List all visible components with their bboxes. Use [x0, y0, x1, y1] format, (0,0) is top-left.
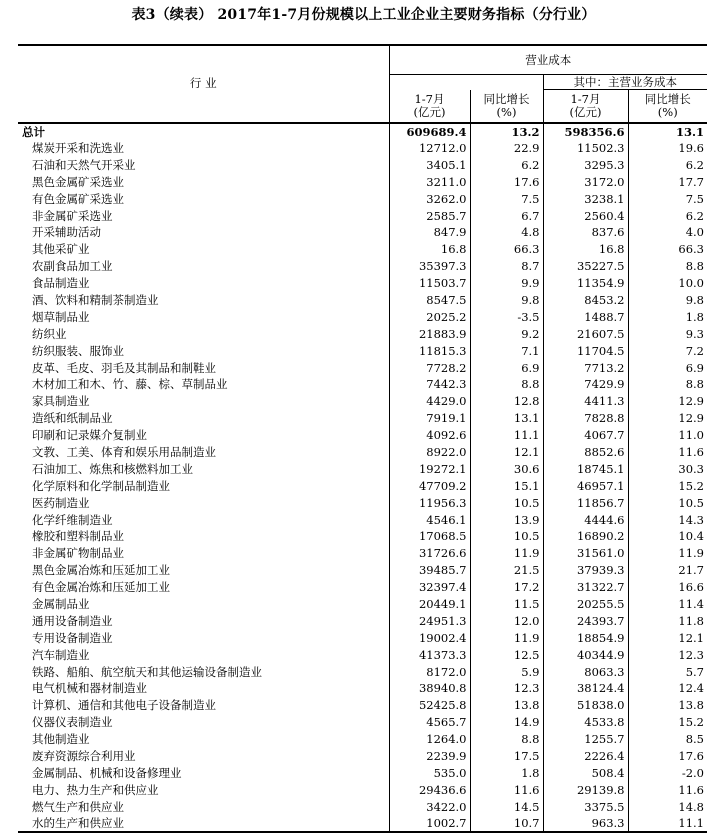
- cost-growth-cell: 9.9: [470, 275, 543, 292]
- col-period-label: 1-7月: [414, 91, 445, 106]
- table-row: [18, 748, 707, 765]
- cost-growth-cell: 11.5: [470, 596, 543, 613]
- main-cost-growth-cell: 11.0: [628, 427, 707, 444]
- cost-growth-cell: 10.5: [470, 528, 543, 545]
- industry-name-cell: 计算机、通信和其他电子设备制造业: [32, 698, 216, 713]
- main-cost-growth-cell: 17.7: [628, 173, 707, 190]
- table-row: [18, 798, 707, 815]
- cost-growth-cell: 11.6: [470, 781, 543, 798]
- industry-name-cell: 电气机械和器材制造业: [32, 681, 147, 696]
- cost-value-cell: 47709.2: [389, 477, 470, 494]
- table-row: [18, 477, 707, 494]
- main-cost-value-cell: 18745.1: [543, 460, 628, 477]
- cost-growth-cell: 17.6: [470, 173, 543, 190]
- cost-growth-cell: 6.9: [470, 359, 543, 376]
- main-cost-value-cell: 4533.8: [543, 714, 628, 731]
- industry-name-cell: 医药制造业: [32, 495, 90, 510]
- col-period-label: 1-7月: [570, 91, 601, 106]
- main-cost-growth-cell: -2.0: [628, 764, 707, 781]
- cost-value-cell: 11956.3: [389, 494, 470, 511]
- cost-value-cell: 8547.5: [389, 292, 470, 309]
- main-cost-value-cell: 4444.6: [543, 511, 628, 528]
- cost-growth-cell: 12.5: [470, 646, 543, 663]
- cost-value-cell: 2025.2: [389, 308, 470, 325]
- cost-value-cell: 52425.8: [389, 697, 470, 714]
- main-cost-value-cell: 837.6: [543, 224, 628, 241]
- cost-growth-cell: 12.3: [470, 680, 543, 697]
- col-header-main-value: [543, 90, 628, 123]
- industry-name-cell: 仪器仪表制造业: [32, 715, 113, 730]
- cost-value-cell: 24951.3: [389, 612, 470, 629]
- table-row: [18, 562, 707, 579]
- main-cost-value-cell: 508.4: [543, 764, 628, 781]
- main-cost-growth-cell: 11.1: [628, 815, 707, 832]
- main-cost-value-cell: 11704.5: [543, 342, 628, 359]
- cost-growth-cell: 7.1: [470, 342, 543, 359]
- main-cost-growth-cell: 1.8: [628, 308, 707, 325]
- main-cost-growth-cell: 6.2: [628, 207, 707, 224]
- industry-name-cell: 燃气生产和供应业: [32, 799, 124, 814]
- main-business-cost-header: 其中：主营业务成本: [543, 75, 707, 90]
- main-cost-growth-cell: 19.6: [628, 140, 707, 157]
- main-cost-growth-cell: 12.3: [628, 646, 707, 663]
- main-cost-value-cell: 24393.7: [543, 612, 628, 629]
- cost-value-cell: 4546.1: [389, 511, 470, 528]
- industry-name-cell: 化学原料和化学制品制造业: [32, 478, 170, 493]
- cost-value-cell: 2585.7: [389, 207, 470, 224]
- table-row: [18, 207, 707, 224]
- main-cost-value-cell: 29139.8: [543, 781, 628, 798]
- cost-value-cell: 38940.8: [389, 680, 470, 697]
- main-cost-growth-cell: 11.8: [628, 612, 707, 629]
- table-row: [18, 815, 707, 832]
- industry-name-cell: 烟草制品业: [32, 309, 90, 324]
- cost-value-cell: 11815.3: [389, 342, 470, 359]
- main-cost-value-cell: 1255.7: [543, 731, 628, 748]
- industry-name-cell: 纺织服装、服饰业: [32, 343, 124, 358]
- table-row: [18, 325, 707, 342]
- col-header-cost-value: [389, 90, 470, 123]
- cost-growth-cell: 4.8: [470, 224, 543, 241]
- industry-name-cell: 开采辅助活动: [32, 225, 101, 240]
- industry-name-cell: 非金属矿采选业: [32, 208, 113, 223]
- table-title: 表3（续表） 2017年1-7月份规模以上工业企业主要财务指标（分行业）: [131, 7, 596, 23]
- industry-name-cell: 橡胶和塑料制品业: [32, 529, 124, 544]
- table-row: [18, 275, 707, 292]
- main-cost-value-cell: 8453.2: [543, 292, 628, 309]
- col-header-main-growth: [628, 90, 707, 123]
- main-cost-growth-cell: 10.0: [628, 275, 707, 292]
- industry-name-cell: 家具制造业: [32, 394, 90, 409]
- cost-growth-cell: 14.5: [470, 798, 543, 815]
- main-cost-growth-cell: 6.9: [628, 359, 707, 376]
- cost-value-cell: 4092.6: [389, 427, 470, 444]
- cost-growth-cell: 9.2: [470, 325, 543, 342]
- cost-value-cell: 32397.4: [389, 579, 470, 596]
- cost-growth-cell: -3.5: [470, 308, 543, 325]
- main-cost-growth-cell: 13.1: [628, 123, 707, 140]
- cost-growth-cell: 66.3: [470, 241, 543, 258]
- table-row: [18, 781, 707, 798]
- table-row: [18, 393, 707, 410]
- main-cost-growth-cell: 8.8: [628, 258, 707, 275]
- table-row: [18, 258, 707, 275]
- cost-growth-cell: 21.5: [470, 562, 543, 579]
- cost-value-cell: 7442.3: [389, 376, 470, 393]
- main-cost-value-cell: 37939.3: [543, 562, 628, 579]
- table-row: [18, 764, 707, 781]
- industry-name-cell: 印刷和记录媒介复制业: [32, 428, 147, 443]
- table-row: [18, 646, 707, 663]
- main-cost-value-cell: 16890.2: [543, 528, 628, 545]
- table-row: [18, 697, 707, 714]
- table-row: [18, 241, 707, 258]
- table-row-total: [18, 123, 707, 140]
- table-row: [18, 292, 707, 309]
- industry-name-cell: 有色金属冶炼和压延加工业: [32, 580, 170, 595]
- cost-value-cell: 16.8: [389, 241, 470, 258]
- main-cost-growth-cell: 11.6: [628, 781, 707, 798]
- table-row: [18, 376, 707, 393]
- table-row: [18, 342, 707, 359]
- industry-name-cell: 其他制造业: [32, 732, 90, 747]
- cost-growth-cell: 9.8: [470, 292, 543, 309]
- col-pct-label: (%): [657, 104, 678, 119]
- industry-name-cell: 其他采矿业: [32, 242, 90, 257]
- main-cost-growth-cell: 11.9: [628, 545, 707, 562]
- cost-value-cell: 29436.6: [389, 781, 470, 798]
- main-cost-value-cell: 46957.1: [543, 477, 628, 494]
- main-cost-growth-cell: 5.7: [628, 663, 707, 680]
- cost-value-cell: 19002.4: [389, 629, 470, 646]
- cost-growth-cell: 12.0: [470, 612, 543, 629]
- cost-value-cell: 8922.0: [389, 444, 470, 461]
- main-cost-growth-cell: 15.2: [628, 477, 707, 494]
- col-growth-label: 同比增长: [483, 91, 530, 106]
- main-cost-value-cell: 7828.8: [543, 410, 628, 427]
- industry-name-cell: 食品制造业: [32, 276, 90, 291]
- cost-value-cell: 1002.7: [389, 815, 470, 832]
- industry-name-cell: 非金属矿物制品业: [32, 546, 124, 561]
- table-row: [18, 545, 707, 562]
- industry-name-cell: 酒、饮料和精制茶制造业: [32, 292, 159, 307]
- main-cost-value-cell: 3375.5: [543, 798, 628, 815]
- main-cost-growth-cell: 14.3: [628, 511, 707, 528]
- industry-name-cell: 石油和天然气开采业: [32, 157, 136, 172]
- cost-growth-cell: 13.1: [470, 410, 543, 427]
- table-row: [18, 494, 707, 511]
- cost-value-cell: 41373.3: [389, 646, 470, 663]
- cost-value-cell: 4565.7: [389, 714, 470, 731]
- main-cost-growth-cell: 9.8: [628, 292, 707, 309]
- cost-value-cell: 21883.9: [389, 325, 470, 342]
- cost-value-cell: 8172.0: [389, 663, 470, 680]
- table-row: [18, 511, 707, 528]
- main-cost-value-cell: 31322.7: [543, 579, 628, 596]
- main-cost-growth-cell: 12.9: [628, 410, 707, 427]
- table-row: [18, 140, 707, 157]
- table-row: [18, 528, 707, 545]
- main-cost-value-cell: 8063.3: [543, 663, 628, 680]
- main-cost-growth-cell: 13.8: [628, 697, 707, 714]
- cost-growth-cell: 5.9: [470, 663, 543, 680]
- cost-growth-cell: 30.6: [470, 460, 543, 477]
- main-cost-growth-cell: 14.8: [628, 798, 707, 815]
- table-row: [18, 308, 707, 325]
- cost-growth-cell: 8.8: [470, 731, 543, 748]
- industry-name-cell: 通用设备制造业: [32, 613, 113, 628]
- industry-name-cell: 废弃资源综合利用业: [32, 749, 136, 763]
- main-cost-value-cell: 4067.7: [543, 427, 628, 444]
- industry-header: 行 业: [18, 45, 389, 123]
- main-cost-value-cell: 963.3: [543, 815, 628, 832]
- cost-growth-cell: 13.8: [470, 697, 543, 714]
- cost-value-cell: 7919.1: [389, 410, 470, 427]
- industry-name-cell: 金属制品业: [32, 596, 90, 611]
- main-cost-growth-cell: 10.5: [628, 494, 707, 511]
- table-row: [18, 190, 707, 207]
- main-cost-value-cell: 31561.0: [543, 545, 628, 562]
- main-cost-growth-cell: 11.6: [628, 444, 707, 461]
- cost-growth-cell: 22.9: [470, 140, 543, 157]
- main-cost-growth-cell: 17.6: [628, 748, 707, 765]
- cost-value-cell: 39485.7: [389, 562, 470, 579]
- industry-name-cell: 铁路、船舶、航空航天和其他运输设备制造业: [32, 664, 262, 679]
- cost-growth-cell: 8.8: [470, 376, 543, 393]
- cost-growth-cell: 17.5: [470, 748, 543, 765]
- cost-value-cell: 20449.1: [389, 596, 470, 613]
- cost-value-cell: 535.0: [389, 764, 470, 781]
- cost-value-cell: 2239.9: [389, 748, 470, 765]
- table-body: [18, 123, 707, 833]
- industry-name-cell: 水的生产和供应业: [18, 815, 389, 832]
- main-cost-growth-cell: 4.0: [628, 224, 707, 241]
- main-cost-growth-cell: 21.7: [628, 562, 707, 579]
- cost-value-cell: 7728.2: [389, 359, 470, 376]
- main-cost-value-cell: 51838.0: [543, 697, 628, 714]
- main-cost-value-cell: 20255.5: [543, 596, 628, 613]
- industry-name-cell: 造纸和纸制品业: [32, 411, 113, 426]
- main-cost-value-cell: 2560.4: [543, 207, 628, 224]
- table-row: [18, 629, 707, 646]
- cost-growth-cell: 6.7: [470, 207, 543, 224]
- cost-value-cell: 3211.0: [389, 173, 470, 190]
- cost-growth-cell: 11.9: [470, 629, 543, 646]
- industry-name-cell: 金属制品、机械和设备修理业: [32, 765, 182, 780]
- main-cost-value-cell: 7713.2: [543, 359, 628, 376]
- main-cost-growth-cell: 8.5: [628, 731, 707, 748]
- table-row: [18, 224, 707, 241]
- cost-value-cell: 3422.0: [389, 798, 470, 815]
- industry-name-cell: 石油加工、炼焦和核燃料加工业: [32, 461, 193, 476]
- main-cost-growth-cell: 11.4: [628, 596, 707, 613]
- main-cost-growth-cell: 30.3: [628, 460, 707, 477]
- main-cost-growth-cell: 9.3: [628, 325, 707, 342]
- main-cost-value-cell: 3172.0: [543, 173, 628, 190]
- main-cost-growth-cell: 66.3: [628, 241, 707, 258]
- financial-indicators-table: [18, 44, 707, 833]
- cost-growth-cell: 11.9: [470, 545, 543, 562]
- table-row: [18, 156, 707, 173]
- cost-growth-cell: 10.7: [470, 815, 543, 832]
- industry-name-cell: 总计: [22, 124, 45, 139]
- cost-growth-cell: 6.2: [470, 156, 543, 173]
- table-row: [18, 427, 707, 444]
- cost-growth-cell: 17.2: [470, 579, 543, 596]
- main-cost-growth-cell: 12.9: [628, 393, 707, 410]
- cost-value-cell: 19272.1: [389, 460, 470, 477]
- main-cost-value-cell: 38124.4: [543, 680, 628, 697]
- main-cost-value-cell: 18854.9: [543, 629, 628, 646]
- cost-growth-cell: 12.8: [470, 393, 543, 410]
- cost-growth-cell: 1.8: [470, 764, 543, 781]
- industry-name-cell: 电力、热力生产和供应业: [32, 782, 159, 797]
- operating-cost-header: 营业成本: [389, 45, 707, 75]
- main-cost-value-cell: 598356.6: [543, 123, 628, 140]
- col-unit-label: (亿元): [413, 104, 446, 119]
- main-cost-value-cell: 3295.3: [543, 156, 628, 173]
- industry-name-cell: 农副食品加工业: [32, 259, 113, 274]
- table-row: [18, 714, 707, 731]
- cost-growth-cell: 7.5: [470, 190, 543, 207]
- main-cost-growth-cell: 16.6: [628, 579, 707, 596]
- table-row: [18, 579, 707, 596]
- industry-name-cell: 化学纤维制造业: [32, 512, 113, 527]
- industry-name-cell: 黑色金属矿采选业: [32, 174, 124, 189]
- cost-growth-cell: 11.1: [470, 427, 543, 444]
- main-cost-value-cell: 21607.5: [543, 325, 628, 342]
- cost-growth-cell: 14.9: [470, 714, 543, 731]
- col-header-cost-growth: [470, 90, 543, 123]
- industry-name-cell: 煤炭开采和洗选业: [32, 140, 124, 155]
- cost-value-cell: 31726.6: [389, 545, 470, 562]
- cost-value-cell: 12712.0: [389, 140, 470, 157]
- table-row: [18, 460, 707, 477]
- cost-value-cell: 11503.7: [389, 275, 470, 292]
- cost-growth-cell: 8.7: [470, 258, 543, 275]
- industry-name-cell: 有色金属矿采选业: [32, 191, 124, 206]
- col-growth-label: 同比增长: [644, 91, 691, 106]
- main-cost-value-cell: 35227.5: [543, 258, 628, 275]
- main-cost-growth-cell: 10.4: [628, 528, 707, 545]
- main-cost-value-cell: 16.8: [543, 241, 628, 258]
- table-row: [18, 731, 707, 748]
- main-cost-growth-cell: 12.4: [628, 680, 707, 697]
- main-cost-value-cell: 11354.9: [543, 275, 628, 292]
- table-row: [18, 680, 707, 697]
- cost-growth-cell: 13.9: [470, 511, 543, 528]
- industry-name-cell: 木材加工和木、竹、藤、棕、草制品业: [32, 377, 228, 392]
- main-cost-growth-cell: 7.2: [628, 342, 707, 359]
- cost-value-cell: 17068.5: [389, 528, 470, 545]
- industry-name-cell: 专用设备制造业: [32, 630, 113, 645]
- industry-name-cell: 黑色金属冶炼和压延加工业: [32, 563, 170, 578]
- cost-growth-cell: 15.1: [470, 477, 543, 494]
- main-cost-value-cell: 11502.3: [543, 140, 628, 157]
- main-cost-growth-cell: 6.2: [628, 156, 707, 173]
- main-cost-value-cell: 7429.9: [543, 376, 628, 393]
- cost-growth-cell: 12.1: [470, 444, 543, 461]
- table-row: [18, 612, 707, 629]
- cost-value-cell: 3405.1: [389, 156, 470, 173]
- industry-name-cell: 汽车制造业: [32, 647, 90, 662]
- main-cost-value-cell: 2226.4: [543, 748, 628, 765]
- main-cost-growth-cell: 7.5: [628, 190, 707, 207]
- table-row: [18, 359, 707, 376]
- table-row: [18, 663, 707, 680]
- industry-name-cell: 纺织业: [32, 326, 67, 341]
- cost-value-cell: 35397.3: [389, 258, 470, 275]
- main-cost-growth-cell: 15.2: [628, 714, 707, 731]
- table-row: [18, 596, 707, 613]
- main-cost-value-cell: 3238.1: [543, 190, 628, 207]
- cost-growth-cell: 13.2: [470, 123, 543, 140]
- cost-value-cell: 3262.0: [389, 190, 470, 207]
- col-unit-label: (亿元): [569, 104, 602, 119]
- industry-name-cell: 皮革、毛皮、羽毛及其制品和制鞋业: [32, 360, 216, 375]
- main-cost-value-cell: 40344.9: [543, 646, 628, 663]
- cost-value-cell: 1264.0: [389, 731, 470, 748]
- industry-name-cell: 文教、工美、体育和娱乐用品制造业: [32, 444, 216, 459]
- col-pct-label: (%): [496, 104, 517, 119]
- main-cost-value-cell: 1488.7: [543, 308, 628, 325]
- table-row: [18, 173, 707, 190]
- cost-value-cell: 4429.0: [389, 393, 470, 410]
- main-cost-value-cell: 8852.6: [543, 444, 628, 461]
- cost-growth-cell: 10.5: [470, 494, 543, 511]
- main-cost-growth-cell: 12.1: [628, 629, 707, 646]
- table-row: [18, 410, 707, 427]
- cost-value-cell: 847.9: [389, 224, 470, 241]
- main-cost-value-cell: 4411.3: [543, 393, 628, 410]
- cost-value-cell: 609689.4: [389, 123, 470, 140]
- table-row: [18, 444, 707, 461]
- main-cost-value-cell: 11856.7: [543, 494, 628, 511]
- main-cost-growth-cell: 8.8: [628, 376, 707, 393]
